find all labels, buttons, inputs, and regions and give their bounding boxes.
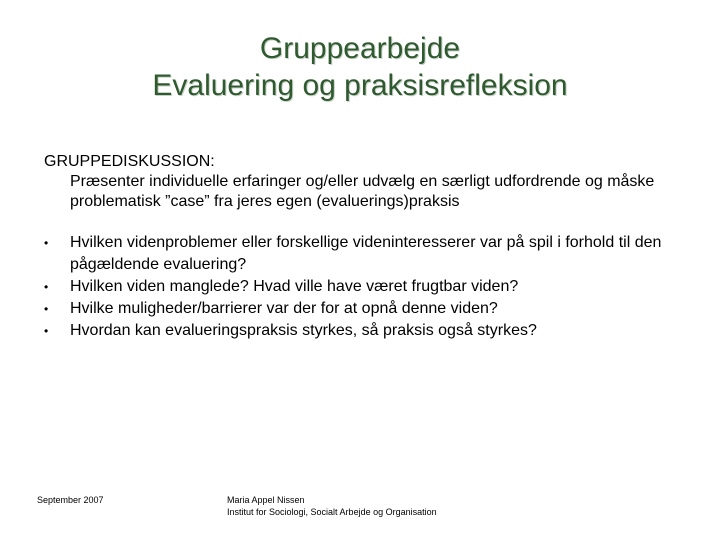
bullet-icon: • (44, 236, 49, 250)
footer-institute: Institut for Sociologi, Socialt Arbejde og Organisation (227, 507, 437, 517)
section-heading: GRUPPEDISKUSSION: (44, 153, 215, 170)
bullet-icon: • (44, 280, 49, 294)
title-line-2: Evaluering og praksisrefleksion (152, 69, 568, 102)
question-text: Hvordan kan evalueringspraksis styrkes, så praksis også styrkes? (70, 322, 537, 339)
slide-title (0, 30, 720, 104)
question-item (44, 298, 694, 320)
footer-date: September 2007 (37, 495, 104, 505)
question-text: Hvilke muligheder/barrierer var der for at opnå denne viden? (70, 300, 498, 317)
intro-text: Præsenter individuelle erfaringer og/eller udvælg en særligt udfordrende og måske problematisk ”case” fra jeres egen (evaluerings)praksis (70, 173, 655, 210)
question-item (44, 320, 694, 342)
question-item (44, 232, 694, 276)
question-text: Hvilken videnproblemer eller forskellige videninteresserer var på spil i forhold til den pågældende evaluering? (70, 234, 662, 273)
question-item (44, 276, 694, 298)
footer-author-name: Maria Appel Nissen (227, 495, 305, 505)
footer-author-block (227, 494, 437, 518)
question-list (44, 232, 694, 342)
bullet-icon: • (44, 324, 49, 338)
slide-body (44, 152, 694, 342)
title-line-1: Gruppearbejde (259, 32, 461, 65)
bullet-icon: • (44, 302, 49, 316)
question-text: Hvilken viden manglede? Hvad ville have været frugtbar viden? (70, 278, 519, 295)
